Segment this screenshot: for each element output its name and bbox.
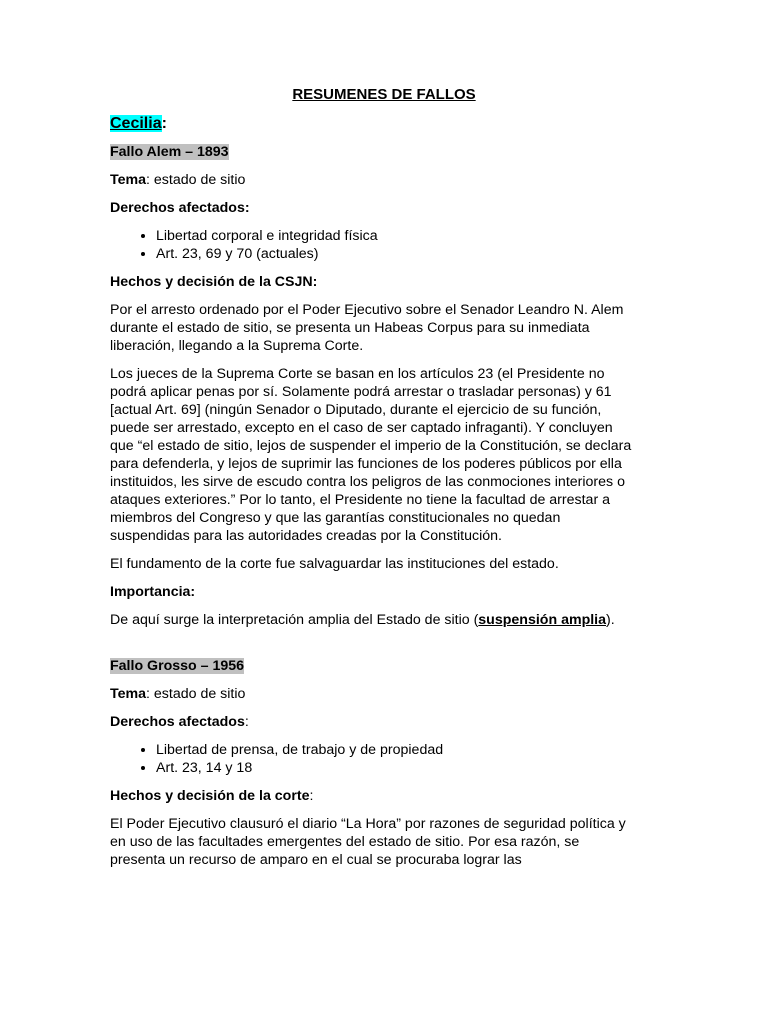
case-heading-text: Fallo Grosso – 1956 xyxy=(110,658,245,674)
tema-value: : estado de sitio xyxy=(146,686,246,702)
tema-line xyxy=(110,171,633,189)
derechos-list xyxy=(110,227,633,263)
list-item: • Art. 23, 69 y 70 (actuales) xyxy=(156,245,633,263)
body-paragraph: El Poder Ejecutivo clausuró el diario “La Hora” por razones de seguridad política y en uso de las facultades emergentes del estado de sitio. Por esa razón, se presenta un recurso de amparo en el cual se procuraba lograr las xyxy=(110,816,626,868)
author-heading xyxy=(110,113,633,134)
derechos-heading xyxy=(110,713,633,731)
importancia-paragraph xyxy=(110,611,633,629)
document-title: RESUMENES DE FALLOS xyxy=(292,86,476,103)
body-paragraph: Por el arresto ordenado por el Poder Ejecutivo sobre el Senador Leandro N. Alem durante el estado de sitio, se presenta un Habeas Corpus para su inmediata liberación, llegando a la Suprema Corte. xyxy=(110,302,624,354)
tema-label: Tema xyxy=(110,686,147,702)
list-item: • Art. 23, 14 y 18 xyxy=(156,759,633,777)
case-heading-text: Fallo Alem – 1893 xyxy=(110,144,229,160)
tema-label: Tema xyxy=(110,172,147,188)
hechos-label: Hechos y decisión de la CSJN: xyxy=(110,274,318,290)
derechos-suffix: : xyxy=(244,714,249,730)
list-item: • Libertad de prensa, de trabajo y de propiedad xyxy=(156,741,633,759)
importancia-text: De aquí surge la interpretación amplia del Estado de sitio ( xyxy=(110,612,479,628)
case-heading-grosso xyxy=(110,657,633,675)
tema-line xyxy=(110,685,633,703)
hechos-label: Hechos y decisión de la corte xyxy=(110,788,310,804)
derechos-label: Derechos afectados xyxy=(110,714,245,730)
importancia-end: ). xyxy=(606,612,615,628)
derechos-heading xyxy=(110,199,633,217)
derechos-list xyxy=(110,741,633,777)
importancia-emphasis: suspensión amplia xyxy=(478,612,607,628)
hechos-heading xyxy=(110,273,633,291)
derechos-label: Derechos afectados: xyxy=(110,200,250,216)
hechos-suffix: : xyxy=(309,788,314,804)
importancia-heading: Importancia: xyxy=(110,584,196,600)
author-suffix: : xyxy=(161,115,167,132)
tema-value: : estado de sitio xyxy=(146,172,246,188)
body-paragraph: El fundamento de la corte fue salvaguardar las instituciones del estado. xyxy=(110,556,559,572)
hechos-heading xyxy=(110,787,633,805)
author-name: Cecilia xyxy=(110,115,162,132)
body-paragraph: Los jueces de la Suprema Corte se basan en los artículos 23 (el Presidente no podrá aplicar penas por sí. Solamente podrá arrestar o trasladar personas) y 61 [actual Art. 69] (ningún Senador o Diputado, durante el ejercicio de su función, puede ser arrestado, excepto en el caso de ser captado infraganti). Y concluyen que “el estado de sitio, lejos de suspender el imperio de la Constitución, se declara para defenderla, y lejos de suprimir las funciones de los poderes públicos por ella instituidos, les sirve de escudo contra los peligros de las conmociones interiores o ataques exteriores.” Por lo tanto, el Presidente no tiene la facultad de arrestar a miembros del Congreso y que las garantías constitucionales no quedan suspendidas para las autoridades creadas por la Constitución. xyxy=(110,366,632,544)
list-item: • Libertad corporal e integridad física xyxy=(156,227,633,245)
section-spacer xyxy=(110,639,633,657)
case-heading-alem xyxy=(110,143,633,161)
